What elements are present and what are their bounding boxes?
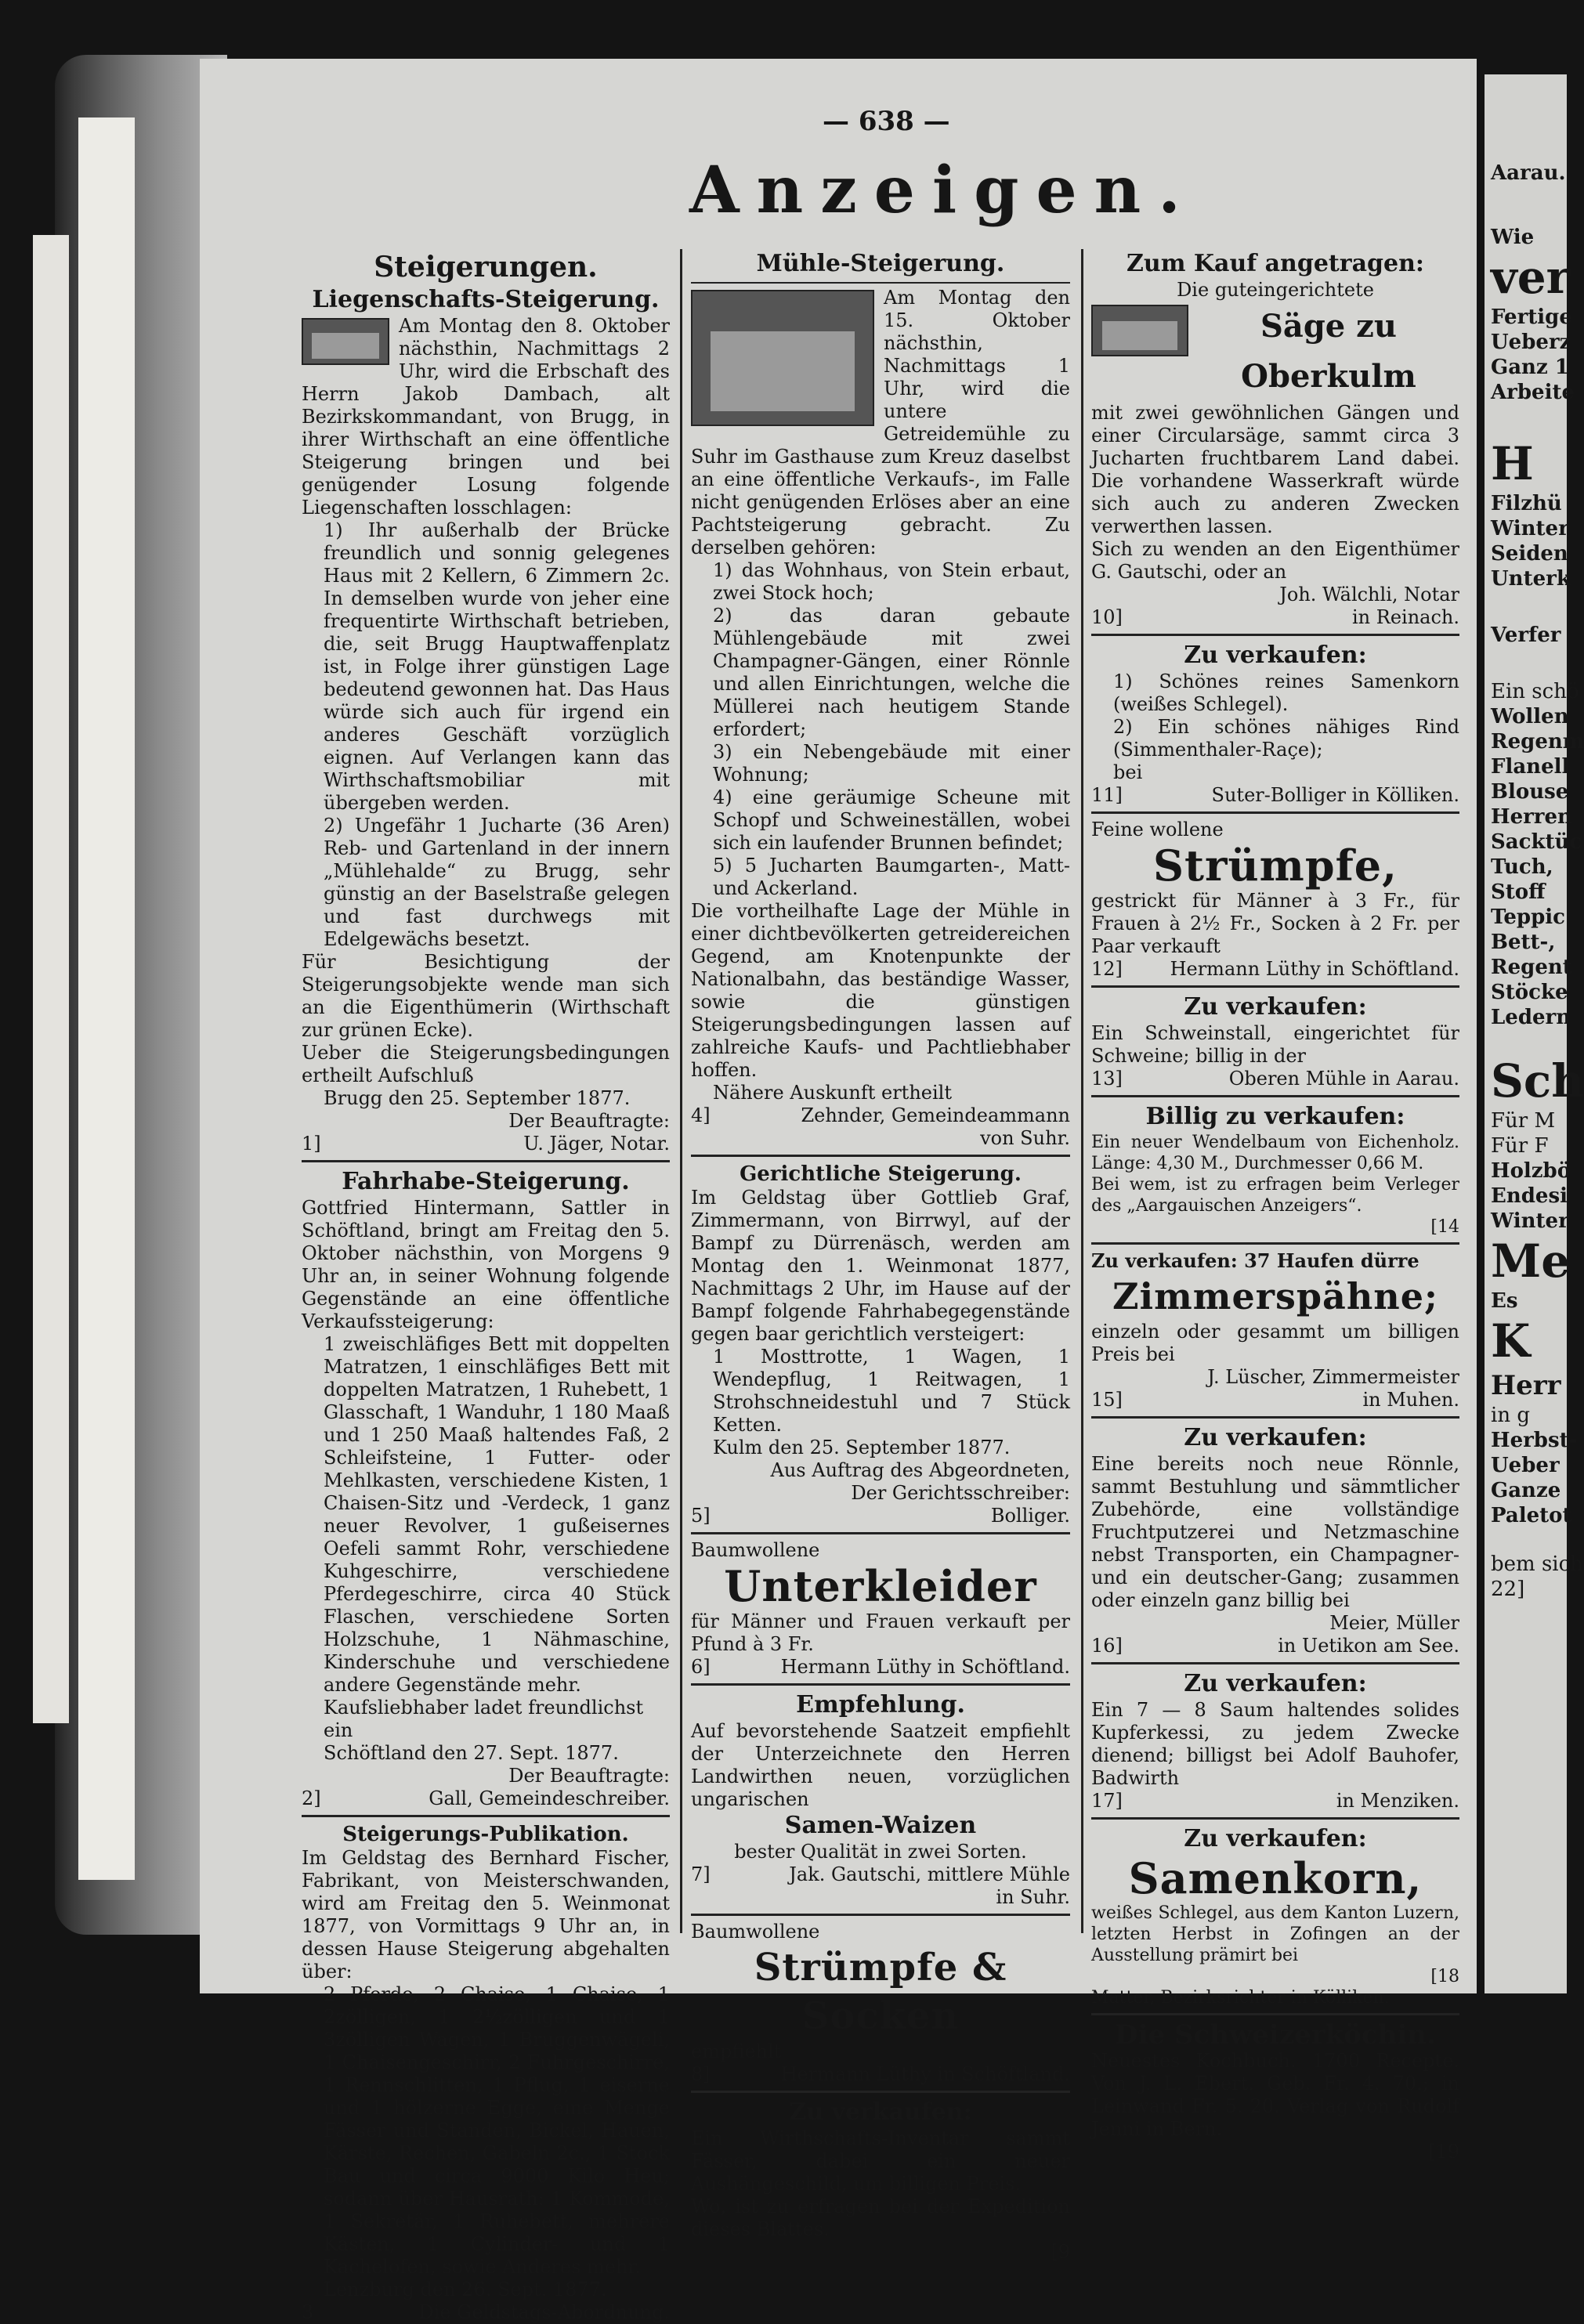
- column-rule: [680, 249, 682, 1933]
- ad-title: Zu verkaufen:: [1184, 1825, 1367, 1852]
- ad-4: Mühle-Steigerung. Am Montag den 15. Oktober nächsthin, Nachmittags 1 Uhr, wird die untere Getreidemühle zu Suhr im Gasthause zum Kreuz daselbst an eine öffentliche Verkaufs-, im Falle nicht genügenden Erlöses aber an eine Pachtsteigerung gebracht. Zu derselben gehören: 1) das Wohnhaus, von Stein erbaut, zwei Stock hoch; 2) das daran gebaute Mühlengebäude mit zwei Champagner-Gängen, einer Rönnle und allen Einrichtungen, welche die Müllerei nach heutigem Stande erfordert; 3) ein Nebengebäude mit einer Wohnung; 4) eine geräumige Scheune mit Schopf und Schweineställen, wobei sich ein laufender Brunnen befindet; 5) 5 Jucharten Baumgarten-, Matt- und Ackerland. Die vortheilhafte Lage der Mühle in einer dichtbevölkerten getreidereichen Gegend, am Knotenpunkte der Nationalbahn, das beständige Wasser, sowie die günstigen Steigerungsbedingungen lassen auf zahlreiche Kaufs- und Pachtliebhaber hoffen. Nähere Auskunft ertheilt 4] Zehnder, Gemeindeammann von Suhr.: [691, 250, 1070, 1149]
- ad-18: Zu verkaufen: Samenkorn, weißes Schlegel, aus dem Kanton Luzern, letzten Herbst in Zofingen an der Ausstellung prämirt bei [18 Matter, Bezirksrichter in Kölliken.: [1091, 1825, 1459, 2008]
- ad-7: Empfehlung. Auf bevorstehende Saatzeit empfiehlt der Unterzeichnete den Herren Landwirthen neuen, vorzüglichen ungarischen Samen-Waizen bester Qualität in zwei Sorten. 7] Jak. Gautschi, mittlere Mühle in Suhr.: [691, 1691, 1070, 1908]
- ad-title: Zu verkaufen:: [1184, 1424, 1367, 1451]
- ad-10: Zum Kauf angetragen: Die guteingerichtete Säge zu Oberkulm mit zwei gewöhnlichen Gängen und einer Circularsäge, sammt circa 3 Jucharten fruchtbarem Land dabei. Die vorhandene Wasserkraft würde sich auch zu anderen Zwecken verwerthen lassen. Sich zu wenden an den Eigenthümer G. Gautschi, oder an Joh. Wälchli, Notar 10] in Reinach.: [1091, 250, 1459, 628]
- ad-title: Unterkleider: [724, 1561, 1037, 1611]
- ad-9: Zu verkaufen: Ein Wirthschafts-Inventar sammt Fässer, dabei ein neuer Aushängeschild, um billigen Preis. Wo, ist zu erfragen bei der Expedition dieses Blattes. [9: [691, 2098, 1070, 2263]
- house-image: [302, 318, 389, 365]
- ad-1: Liegenschafts-Steigerung. Am Montag den 8. Oktober nächsthin, Nachmittags 2 Uhr, wird die Erbschaft des Herrn Jakob Dambach, alt Bezirkskommandant, von Brugg, in ihrer Wirthschaft an eine öffentliche Steigerung bringen und bei genügender Losung folgende Liegenschaften losschlagen: 1) Ihr außerhalb der Brücke freundlich und sonnig gelegenes Haus mit 2 Kellern, 6 Zimmern 2c. In demselben wurde von jeher eine frequentirte Wirthschaft betrieben, die, seit Brugg Hauptwaffenplatz ist, in Folge ihrer günstigen Lage bedeutend gewonnen hat. Das Haus würde sich auch für irgend ein anderes Geschäft vorzüglich eignen. Auf Verlangen kann das Wirthschaftsmobiliar mit übergeben werden. 2) Ungefähr 1 Jucharte (36 Aren) Reb- und Gartenland in der innern „Mühlehalde“ zu Brugg, sehr günstig an der Baselstraße gelegen und fast durchwegs mit Edelgewächs besetzt. Für Besichtigung der Steigerungsobjekte wende man sich an die Eigenthümerin (Wirthschaft zur grünen Ecke). Ueber die Steigerungsbedingungen ertheilt Aufschluß Brugg den 25. September 1877. Der Beauftragte: 1] U. Jäger, Notar.: [302, 286, 670, 1155]
- separator: [691, 282, 1070, 284]
- next-page-fragment: Aarau. Wie ver Fertige Ueberz Ganz 1 Arbeite H Filzhü Winter Seiden Unterk Verfer Ein schö Wollen Regenm Flanell Blouse Herren Sacktüc Tuch, Stoff Teppic Bett-, Regent Stöcke Ledern Sch Für M Für F Holzbö Endesi Winter Me Es K Herr in g Herbst- Ueber Ganze Paletot bem sich 22]: [1485, 74, 1567, 1993]
- ad-title: Steigerungs-Publikation.: [342, 1823, 629, 1846]
- separator: [691, 2091, 1070, 2093]
- ad-11: Zu verkaufen: 1) Schönes reines Samenkorn (weißes Schlegel). 2) Ein schönes nähiges Rind (Simmenthaler-Raçe); bei 11] Suter-Bolliger in Kölliken.: [1091, 642, 1459, 806]
- column-3: [1091, 249, 1459, 2163]
- ad-14: Billig zu verkaufen: Ein neuer Wendelbaum von Eichenholz. Länge: 4,30 M., Durchmesser 0,66 M. Bei wem, ist zu erfragen beim Verleger des „Aargauischen Anzeigers“. [14: [1091, 1103, 1459, 1237]
- ad-title: Billig zu verkaufen:: [1145, 1103, 1405, 1130]
- separator: [302, 1815, 670, 1817]
- separator: [1091, 1095, 1459, 1097]
- ad-13: Zu verkaufen: Ein Schweinstall, eingerichtet für Schweine; billig in der 13] Oberen Mühle in Aarau.: [1091, 993, 1459, 1090]
- ad-title: Zu verkaufen:: [1184, 1670, 1367, 1697]
- separator: [1091, 1242, 1459, 1245]
- ad-3: Steigerungs-Publikation. Im Geldstag des Bernhard Fischer, Fabrikant, von Meisterschwanden, wird am Freitag den 5. Weinmonat 1877, von Vormittags 9 Uhr an, in dessen Hause Steigerung abgehalten über: 2 Pferde, 2 Chaise, 1 Chaise, 1 2zölligen, 1 2½zölligen und 1 3zölligen Wagen, 1 Bruggenwägeli, 1 Chaisengeschirr, 2 Fuhrgeschirre, 1 Rennschlitten, 1 Pflug, 1 eiserne und 1 hölzerne Egge, eine Menge Fässer und Standen, Bickel, Hauen, Kärste, Rechen, Gabeln 2c., 1 Stock Bau und circa 9000 Kilo Heu; sodann über Hausrath: 1 Kommode, 1 Sekretär, 1 Ruhebett, mehrere Kästen, 1 Cylinder- und 1 Kachelofen, sowie Anderes mehr. Lenzburg den 26. Sept. 1877. 3 Die Geldstags-Abordnung.: [302, 1823, 670, 2323]
- page-header: Anzeigen.: [689, 153, 1198, 228]
- product-name: Samen-Waizen: [784, 1812, 977, 1839]
- ad-title: Zu verkaufen:: [1184, 642, 1367, 669]
- ad-title: Mühle-Steigerung.: [756, 250, 1005, 277]
- separator: [1091, 985, 1459, 988]
- page-edge: [33, 235, 69, 1723]
- separator: [1091, 1817, 1459, 1820]
- column-1: [302, 249, 670, 2324]
- separator: [691, 1532, 1070, 1534]
- separator: [1091, 811, 1459, 814]
- ad-16: Zu verkaufen: Eine bereits noch neue Rönnle, sammt Bestuhlung und sämmtlicher Zubehörde, eine vollständige Fruchtputzerei und Netzmaschine nebst Transporten, ein Champagner- und ein deutscher-Gang; zusammen oder einzeln ganz billig bei Meier, Müller 16] in Uetikon am See.: [1091, 1424, 1459, 1657]
- separator: [1091, 634, 1459, 636]
- separator: [302, 1160, 670, 1162]
- ad-title: Gerichtliche Steigerung.: [740, 1162, 1022, 1186]
- ad-title: Zum Kauf angetragen:: [1127, 250, 1424, 277]
- ad-15: Zu verkaufen: 37 Haufen dürre Zimmerspähne; einzeln oder gesammt um billigen Preis bei J. Lüscher, Zimmermeister 15] in Muhen.: [1091, 1249, 1459, 1411]
- ad-title: Fahrhabe-Steigerung.: [342, 1168, 630, 1195]
- ad-title: Zu verkaufen:: [789, 2098, 972, 2126]
- separator: [691, 1914, 1070, 1916]
- separator: [1091, 1662, 1459, 1664]
- page-edge: [78, 117, 135, 1880]
- ad-12: Feine wollene Strümpfe, gestrickt für Männer à 3 Fr., für Frauen à 2½ Fr., Socken à 2 Fr. per Paar verkauft 12] Hermann Lüthy in Schöftland.: [1091, 819, 1459, 980]
- ad-6: Baumwollene Unterkleider für Männer und Frauen verkauft per Pfund à 3 Fr. 6] Hermann Lüthy in Schöftland.: [691, 1539, 1070, 1678]
- product-name: Samenkorn,: [1128, 1853, 1423, 1903]
- ad-title: Empfehlung.: [796, 1691, 965, 1719]
- ad-title: Strümpfe,: [1153, 840, 1398, 891]
- page-number: — 638 —: [823, 106, 950, 137]
- column-2: [691, 249, 1070, 2264]
- product-name: Säge zu Oberkulm: [1241, 308, 1416, 395]
- ad-2: Fahrhabe-Steigerung. Gottfried Hintermann, Sattler in Schöftland, bringt am Freitag den 5. Oktober nächsthin, von Morgens 9 Uhr an, in seiner Wohnung folgende Gegenstände an eine öffentliche Verkaufssteigerung: 1 zweischläfiges Bett mit doppelten Matratzen, 1 einschläfiges Bett mit doppelten Matratzen, 1 Ruhebett, 1 Glasschaft, 1 Wanduhr, 1 180 Maaß und 1 250 Maaß haltendes Faß, 2 Schleifsteine, 1 Futter- oder Mehlkasten, verschiedene Kisten, 1 Chaisen-Sitz und -Verdeck, 1 ganz neuer Revolver, 1 gußeisernes Oefeli sammt Rohr, verschiedene Kuhgeschirre, verschiedene Pferdegeschirre, circa 40 Stück Flaschen, verschiedene Sorten Holzschuhe, 1 Nähmaschine, Kinderschuhe und verschiedene andere Gegenstände mehr. Kaufsliebhaber ladet freundlichst ein Schöftland den 27. Sept. 1877. Der Beauftragte: 2] Gall, Gemeindeschreiber.: [302, 1168, 670, 1809]
- ad-5: Gerichtliche Steigerung. Im Geldstag über Gottlieb Graf, Zimmermann, von Birrwyl, auf der Bampf zu Dürrenäsch, werden am Montag den 1. Weinmonat 1877, Nachmittags 2 Uhr, im Hause auf der Bampf folgende Fahrhabegegenstände gegen baar gerichtlich versteigert: 1 Mosttrotte, 1 Wagen, 1 Wendepflug, 1 Reitwagen, 1 Strohschneidestuhl und 7 Stück Ketten. Kulm den 25. September 1877. Aus Auftrag des Abgeordneten, Der Gerichtsschreiber: 5] Bolliger.: [691, 1162, 1070, 1527]
- ad-17: Zu verkaufen: Ein 7 — 8 Saum haltendes solides Kupferkessi, zu jedem Zwecke dienend; billigst bei Adolf Bauhofer, Badwirth 17] in Menziken.: [1091, 1670, 1459, 1812]
- separator: [691, 1155, 1070, 1157]
- separator: [1091, 2013, 1459, 2015]
- ad-title: Zimmerspähne;: [1112, 1275, 1438, 1317]
- ad-title: Liegenschafts-Steigerung.: [312, 286, 660, 313]
- ad-19: Die Schweizerköchin. Neuestes Kochbuch. 1700 Recepte. Von J. L. Ebert. Geb. Fr. 4. 70.; in Leinwand Fr. 5. 20. Verlag von Rudolf Jenni in Bern. [19: [1091, 2019, 1459, 2163]
- column-rule: [1081, 249, 1083, 1933]
- ad-8: Baumwollene Strümpfe & Socken empfiehlt 8] Hermann Lüthy in Schöftland.: [691, 1921, 1070, 2085]
- ad-title: Strümpfe & Socken: [754, 1946, 1007, 2038]
- ad-title: Zu verkaufen:: [1184, 993, 1367, 1021]
- separator: [691, 1683, 1070, 1686]
- ad-title: Die Schweizerköchin.: [1115, 2019, 1436, 2051]
- sawmill-image: [1091, 305, 1188, 356]
- mill-image: [691, 290, 874, 426]
- separator: [1091, 1416, 1459, 1419]
- section-title: Steigerungen.: [374, 251, 598, 284]
